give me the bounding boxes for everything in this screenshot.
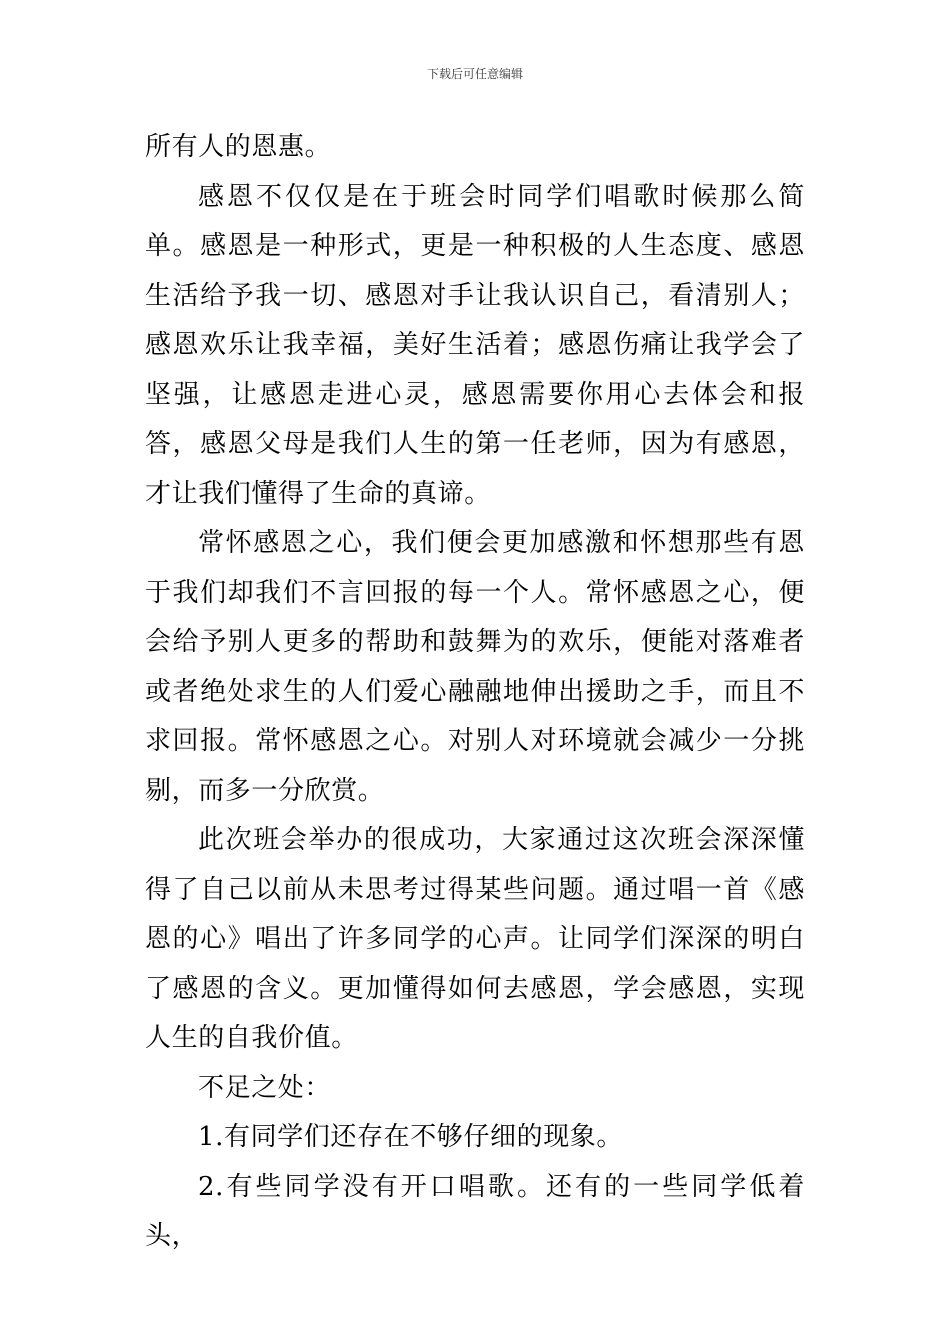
paragraph: 此次班会举办的很成功，大家通过这次班会深深懂得了自己以前从未思考过得某些问题。通过唱一首《感恩的心》唱出了许多同学的心声。让同学们深深的明白了感恩的含义。更加懂得如何去感恩，学会感恩，实现人生的自我价值。 [145, 825, 805, 1053]
header-note: 下载后可任意编辑 [426, 67, 523, 81]
body-text [145, 123, 805, 1262]
paragraph: 所有人的恩惠。 [145, 132, 332, 162]
section-heading: 不足之处： [198, 1072, 332, 1103]
list-item: 2.有些同学没有开口唱歌。还有的一些同学低着头， [145, 1171, 805, 1251]
paragraph: 感恩不仅仅是在于班会时同学们唱歌时候那么简单。感恩是一种形式，更是一种积极的人生态度、感恩生活给予我一切、感恩对手让我认识自己，看清别人；感恩欢乐让我幸福，美好生活着；感恩伤痛让我学会了坚强，让感恩走进心灵，感恩需要你用心去体会和报答，感恩父母是我们人生的第一任老师，因为有感恩，才让我们懂得了生命的真谛。 [145, 181, 805, 509]
list-item: 1.有同学们还存在不够仔细的现象。 [198, 1122, 624, 1152]
paragraph: 常怀感恩之心，我们便会更加感激和怀想那些有恩于我们却我们不言回报的每一个人。常怀感恩之心，便会给予别人更多的帮助和鼓舞为的欢乐，便能对落难者或者绝处求生的人们爱心融融地伸出援助之手，而且不求回报。常怀感恩之心。对别人对环境就会减少一分挑剔，而多一分欣赏。 [145, 528, 805, 806]
